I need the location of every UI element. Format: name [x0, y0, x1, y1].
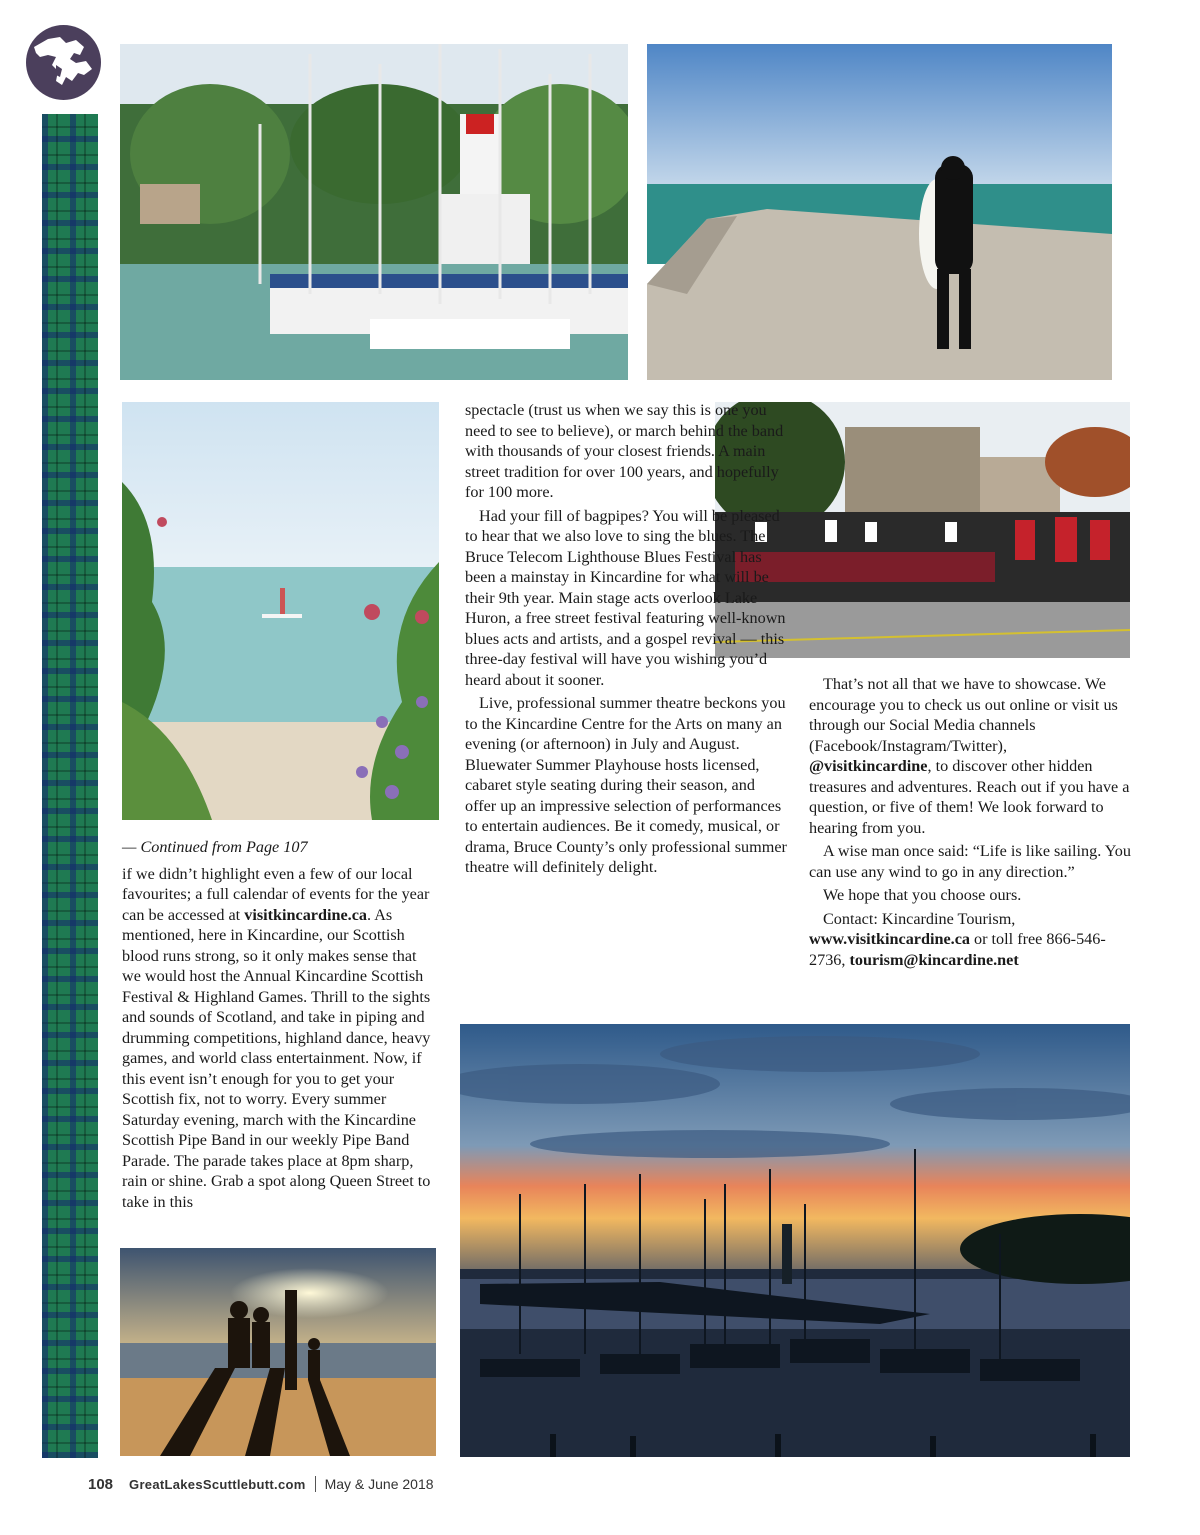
contact-phone-text: or toll free 866-546-2736,	[809, 930, 1106, 969]
col3-paragraph-2: A wise man once said: “Life is like sailing. You can use any wind to go in any direction.”	[809, 842, 1131, 881]
col3-text-b: , to discover other hidden treasures and adventures. Reach out if you have a question, or five of them! We look forward to hearing from you.	[809, 757, 1130, 837]
marina-lighthouse-photo	[120, 44, 628, 380]
col2-paragraph-3: Live, professional summer theatre beckons you to the Kincardine Centre for the Arts on many an evening (or afternoon) in July and August. Bluewater Summer Playhouse hosts licensed, cabaret style seating during their season, and offer up an impressive selection of performances to entertain audiences. Be it comedy, musical, or drama, Bruce County’s only professional summer theatre will definitely delight.	[465, 694, 787, 876]
footer-divider	[315, 1476, 316, 1492]
contact-label: Contact: Kincardine Tourism,	[823, 909, 1016, 928]
column-2	[465, 400, 787, 881]
contact-email-link[interactable]: tourism@kincardine.net	[849, 950, 1019, 969]
continued-from-note: — Continued from Page 107	[122, 838, 308, 856]
column-1	[122, 837, 438, 1215]
page-number: 108	[88, 1476, 114, 1493]
col2-paragraph-2: Had your fill of bagpipes? You will be pleased to hear that we also love to sing the blues. The Bruce Telecom Lighthouse Blues Festival has been a mainstay in Kincardine for what will be their 9th year. Main stage acts overlook Lake Huron, a free street festival featuring well-known blues acts and artists, and a gospel revival — this three-day festival will have you wishing you’d heard about it sooner.	[465, 506, 786, 689]
page-footer	[88, 1476, 434, 1493]
harbour-sunset-photo	[460, 1024, 1130, 1457]
paddleboard-beach-photo	[122, 402, 439, 820]
issue-date: May & June 2018	[324, 1476, 434, 1492]
col2-paragraph-1: spectacle (trust us when we say this is one you need to see to believe), or march behind the band with thousands of your closest friends. A main street tradition for over 100 years, and hopefully for 100 more.	[465, 401, 784, 501]
site-name[interactable]: GreatLakesScuttlebutt.com	[129, 1477, 306, 1492]
surfer-pier-photo	[647, 44, 1112, 380]
beach-sunset-family-photo	[120, 1248, 436, 1456]
col3-paragraph-4	[809, 909, 1131, 971]
website-link[interactable]: visitkincardine.ca	[244, 905, 367, 924]
contact-website-link[interactable]: www.visitkincardine.ca	[809, 930, 970, 948]
col1-text-a: if we didn’t highlight even a few of our local favourites; a full calendar of events for the year can be accessed at	[122, 864, 430, 924]
col1-paragraph	[122, 864, 438, 1213]
great-lakes-map-icon	[26, 25, 101, 100]
col3-paragraph-1	[809, 674, 1131, 838]
tartan-stripe	[42, 114, 98, 1458]
col1-text-b: . As mentioned, here in Kincardine, our Scottish blood runs strong, so it only makes sense that we would host the Annual Kincardine Scottish Festival & Highland Games. Thrill to the sights and sounds of Scotland, and take in piping and drumming competitions, highland dance, heavy games, and world class entertainment. Now, if this event isn’t enough for you to get your Scottish fix, not to worry. Every summer Saturday evening, march with the Kincardine Scottish Pipe Band in our weekly Pipe Band Parade. The parade takes place at 8pm sharp, rain or shine. Grab a spot along Queen Street to take in this	[122, 905, 431, 1211]
social-handle[interactable]: @visitkincardine	[809, 757, 928, 775]
col3-text-a: That’s not all that we have to showcase. We encourage you to check us out online or visit us through our Social Media channels (Facebook/Instagram/Twitter),	[809, 675, 1118, 755]
col3-paragraph-3: We hope that you choose ours.	[823, 886, 1022, 904]
column-3	[809, 674, 1131, 973]
